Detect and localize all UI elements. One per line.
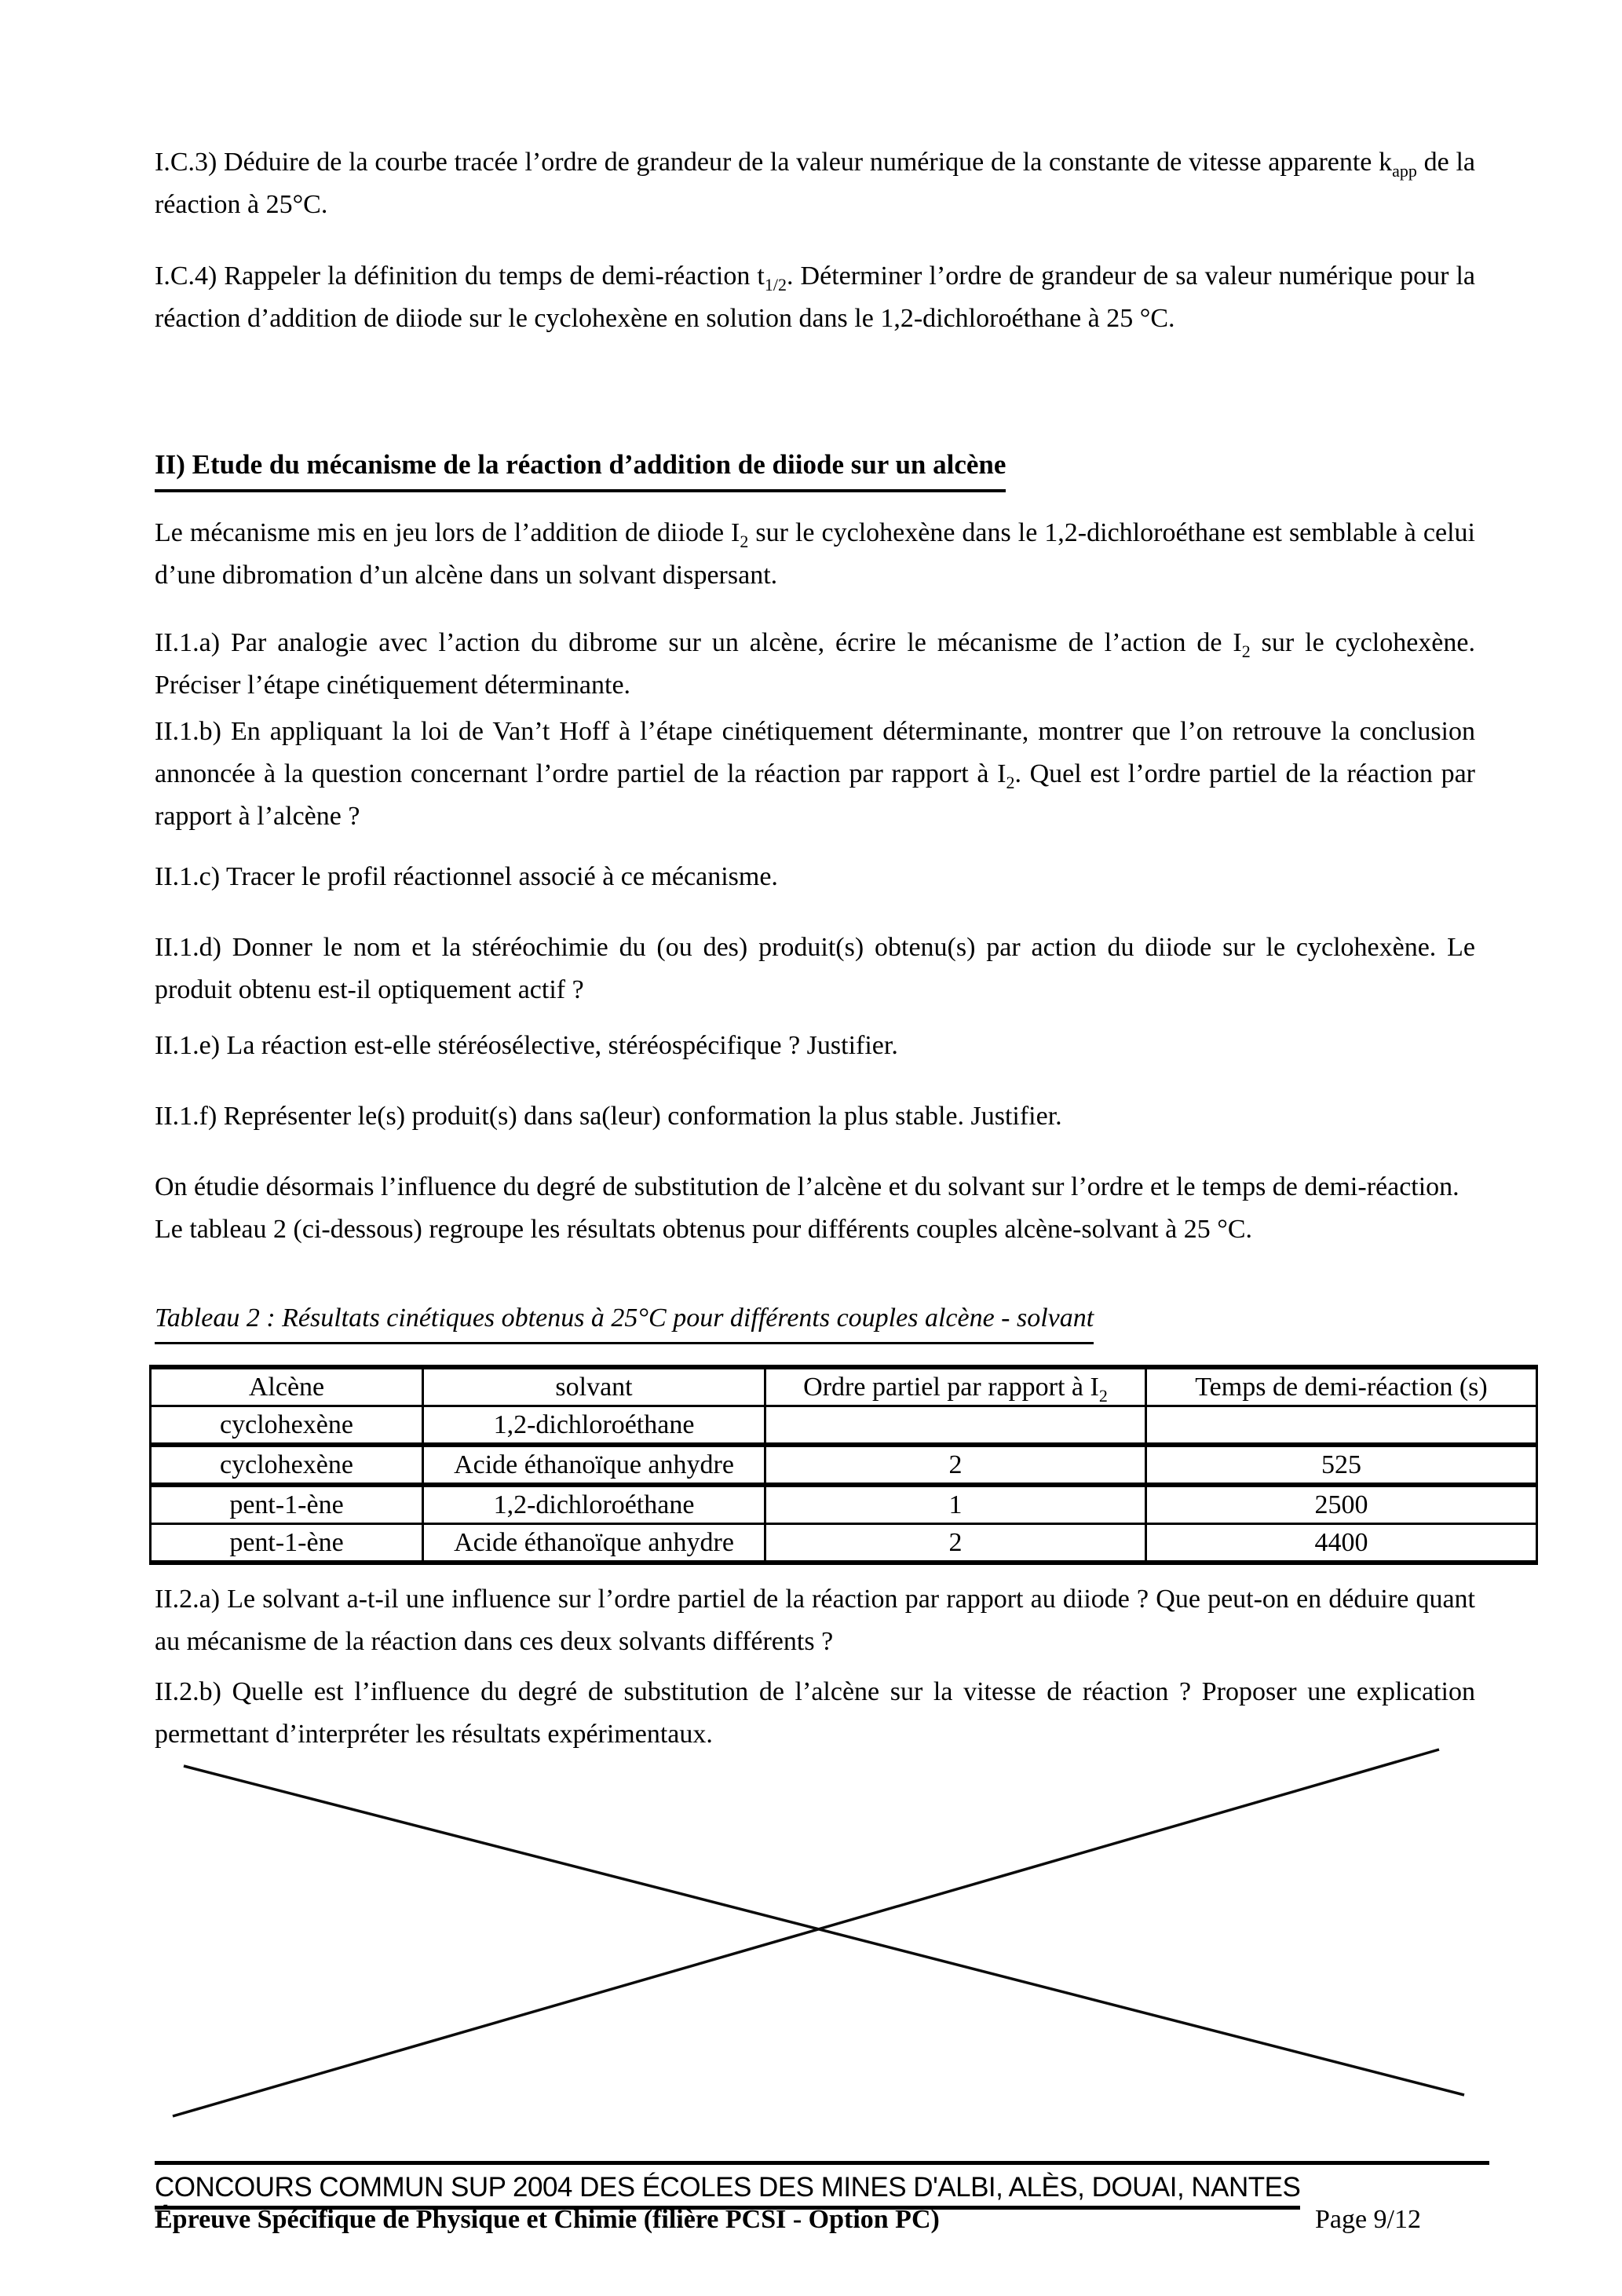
subscript-i2: 2 — [1241, 641, 1251, 661]
footer-epreuve-row — [155, 2205, 1421, 2235]
question-ic3-text-post: de la réaction à 25°C. — [155, 148, 1475, 219]
table-header-alcene: Alcène — [151, 1367, 423, 1406]
table-row — [151, 1524, 1537, 1563]
question-ic3 — [155, 141, 1475, 226]
question-ic4-text-post: . Déterminer l’ordre de grandeur de sa valeur numérique pour la réaction d’addition de diiode sur le cyclohexène en solution dans le 1,2-dichloroéthane à 25 °C. — [155, 261, 1475, 333]
table-cell-alcene: pent-1-ène — [151, 1485, 423, 1524]
table-cell-ordre: 1 — [765, 1485, 1146, 1524]
crossed-out-placeholder — [161, 1742, 1476, 2128]
table2-caption-text: Tableau 2 : Résultats cinétiques obtenus à 25°C pour différents couples alcène - solvant — [155, 1297, 1094, 1344]
question-ii1b — [155, 711, 1475, 838]
table-cell-ordre: 2 — [765, 1445, 1146, 1485]
table-cell-temps: 4400 — [1146, 1524, 1537, 1563]
footer-rule — [155, 2161, 1489, 2165]
question-ii1b-text-pre: II.1.b) En appliquant la loi de Van’t Hoff à l’étape cinétiquement déterminante, montrer que l’on retrouve la conclusion annoncée à la question concernant l’ordre partiel de la réaction par rapport à I — [155, 717, 1475, 788]
question-ii1b-text-post: . Quel est l’ordre partiel de la réaction par rapport à l’alcène ? — [155, 759, 1476, 831]
table-cell-temps — [1146, 1406, 1537, 1446]
table-cell-alcene: cyclohexène — [151, 1406, 423, 1446]
question-ii2b: II.2.b) Quelle est l’influence du degré de substitution de l’alcène sur la vitesse de réaction ? Proposer une explication permettant d’interpréter les résultats expérimentaux. — [155, 1677, 1475, 1749]
question-ii1a-text-post: sur le cyclohexène. Préciser l’étape cinétiquement déterminante. — [155, 628, 1475, 700]
table-cell-alcene: cyclohexène — [151, 1445, 423, 1485]
question-ii1f: II.1.f) Représenter le(s) produit(s) dans sa(leur) conformation la plus stable. Justifier. — [155, 1102, 1062, 1131]
study-notes — [155, 1166, 1475, 1251]
study-note-line1: On étudie désormais l’influence du degré de substitution de l’alcène et du solvant sur l’ordre et le temps de demi-réaction. — [155, 1172, 1459, 1201]
cross-line-ascending — [173, 1749, 1439, 2116]
table-header-solvant: solvant — [423, 1367, 765, 1406]
table-header-row — [151, 1367, 1537, 1406]
question-ii1a — [155, 622, 1475, 707]
table2-results — [149, 1365, 1538, 1565]
subscript-i2: 2 — [1098, 1385, 1108, 1406]
intro-text-pre: Le mécanisme mis en jeu lors de l’addition de diiode I — [155, 518, 740, 547]
table-cell-ordre — [765, 1406, 1146, 1446]
table-row — [151, 1485, 1537, 1524]
table-cell-solvant: 1,2-dichloroéthane — [423, 1485, 765, 1524]
footer-concours-line: CONCOURS COMMUN SUP 2004 DES ÉCOLES DES MINES D'ALBI, ALÈS, DOUAI, NANTES — [155, 2172, 1300, 2210]
question-ic4-text-pre: I.C.4) Rappeler la définition du temps de demi-réaction t — [155, 261, 765, 291]
footer-epreuve-line: Épreuve Spécifique de Physique et Chimie (filière PCSI - Option PC) — [155, 2205, 940, 2234]
question-ii1c: II.1.c) Tracer le profil réactionnel associé à ce mécanisme. — [155, 862, 778, 891]
subscript-kapp: app — [1392, 160, 1417, 181]
table2-caption — [155, 1297, 1475, 1344]
intro-text-post: sur le cyclohexène dans le 1,2-dichloroéthane est semblable à celui d’une dibromation d’un alcène dans un solvant dispersant. — [155, 518, 1475, 590]
section2-heading — [155, 444, 1475, 492]
question-ii1a-text-pre: II.1.a) Par analogie avec l’action du dibrome sur un alcène, écrire le mécanisme de l’action de I — [155, 628, 1242, 657]
table-row — [151, 1445, 1537, 1485]
cross-line-descending — [184, 1766, 1464, 2095]
table-header-ordre — [765, 1367, 1146, 1406]
table-cell-temps: 2500 — [1146, 1485, 1537, 1524]
subscript-i2: 2 — [740, 531, 749, 551]
question-ic3-text-pre: I.C.3) Déduire de la courbe tracée l’ordre de grandeur de la valeur numérique de la constante de vitesse apparente k — [155, 148, 1393, 177]
question-ii1d: II.1.d) Donner le nom et la stéréochimie du (ou des) produit(s) obtenu(s) par action du diiode sur le cyclohexène. Le produit obtenu est-il optiquement actif ? — [155, 933, 1475, 1004]
subscript-i2: 2 — [1006, 772, 1015, 792]
table-row — [151, 1406, 1537, 1446]
section2-heading-text: II) Etude du mécanisme de la réaction d’addition de diiode sur un alcène — [155, 444, 1006, 492]
table-cell-ordre: 2 — [765, 1524, 1146, 1563]
section2-intro — [155, 512, 1475, 597]
study-note-line2: Le tableau 2 (ci-dessous) regroupe les résultats obtenus pour différents couples alcène-solvant à 25 °C. — [155, 1215, 1253, 1244]
table-cell-temps: 525 — [1146, 1445, 1537, 1485]
table-header-temps: Temps de demi-réaction (s) — [1146, 1367, 1537, 1406]
question-ii2a: II.2.a) Le solvant a-t-il une influence sur l’ordre partiel de la réaction par rapport au diiode ? Que peut-on en déduire quant au mécanisme de la réaction dans ces deux solvants différents ? — [155, 1585, 1475, 1656]
subscript-t-half: 1/2 — [764, 274, 787, 294]
question-ic4 — [155, 255, 1475, 340]
table-cell-solvant: Acide éthanoïque anhydre — [423, 1524, 765, 1563]
table-header-ordre-text: Ordre partiel par rapport à I — [803, 1372, 1099, 1402]
footer-page-number: Page 9/12 — [1314, 2205, 1421, 2234]
table-cell-solvant: Acide éthanoïque anhydre — [423, 1445, 765, 1485]
question-ii1e: II.1.e) La réaction est-elle stéréosélective, stéréospécifique ? Justifier. — [155, 1031, 898, 1060]
table-cell-alcene: pent-1-ène — [151, 1524, 423, 1563]
table-cell-solvant: 1,2-dichloroéthane — [423, 1406, 765, 1446]
footer-concours-row — [155, 2172, 1300, 2210]
